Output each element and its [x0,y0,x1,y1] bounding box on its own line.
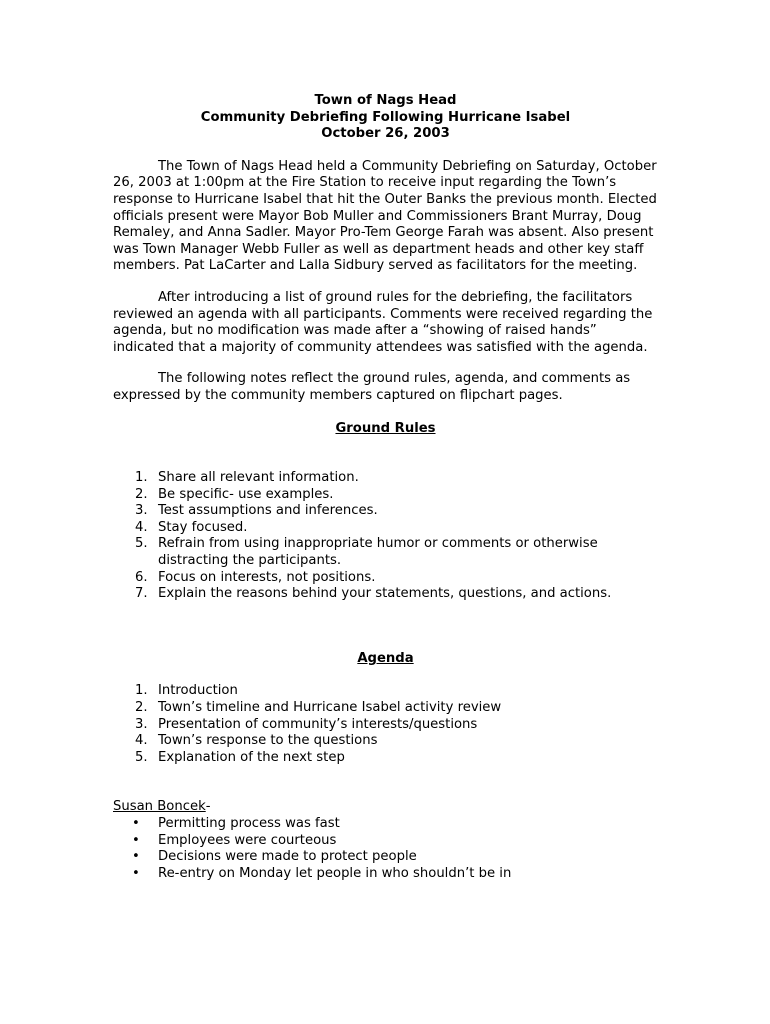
list-item: 7. Explain the reasons behind your statements, questions, and actions. [135,586,612,602]
list-item: 5. Explanation of the next step [135,749,345,765]
list-item: 2. Town’s timeline and Hurricane Isabel activity review [135,700,502,716]
speaker-name: Susan Boncek [113,799,206,815]
document-title [113,93,658,143]
list-item: 1. Introduction [135,683,238,699]
ground-rules-heading: Ground Rules [335,420,436,436]
agenda-heading: Agenda [357,650,414,666]
list-item: • Employees were courteous [132,832,337,848]
list-item: • Decisions were made to protect people [132,849,417,865]
bullet-icon: • [132,816,140,831]
list-item: 3. Presentation of community’s interests/questions [135,716,478,732]
list-item: 3. Test assumptions and inferences. [135,503,378,519]
speaker-heading [113,799,658,816]
ground-rules-paragraph: After introducing a list of ground rules for the debriefing, the facilitators reviewed an agenda with all participants. Comments were received regarding the agenda, but no modification was made after a “showing of raised hands” indicated that a majority of community attendees was satisfied with the agenda. [113,289,653,355]
bullet-icon: • [132,832,140,848]
list-item: • Permitting process was fast [132,816,340,831]
comments-list [113,816,658,882]
notes-paragraph: The following notes reflect the ground rules, agenda, and comments as expressed by the community members captured on flipchart pages. [113,371,631,403]
list-item: 2. Be specific- use examples. [135,486,334,502]
bullet-icon: • [132,865,140,881]
list-item: 6. Focus on interests, not positions. [135,569,376,585]
speaker-suffix: - [205,799,211,815]
list-item: • Re-entry on Monday let people in who shouldn’t be in [132,865,512,881]
intro-paragraph: The Town of Nags Head held a Community Debriefing on Saturday, October 26, 2003 at 1:00pm at the Fire Station to receive input regarding the Town’s response to Hurricane Isabel that hit the Outer Banks the previous month. Elected officials present were Mayor Bob Muller and Commissioners Brant Murray, Doug Remaley, and Anna Sadler. Mayor Pro-Tem George Farah was absent. Also present was Town Manager Webb Fuller as well as department heads and other key staff members. Pat LaCarter and Lalla Sidbury served as facilitators for the meeting. [113,158,657,274]
title-town: Town of Nags Head [314,93,457,108]
ground-rules-list [113,470,658,603]
bullet-icon: • [132,849,140,865]
title-event: Community Debriefing Following Hurricane Isabel [200,109,571,125]
document-page [113,93,658,882]
list-item: 5. Refrain from using inappropriate humor or comments or otherwise distracting the participants. [135,536,598,569]
agenda-list [113,683,658,766]
list-item: 4. Town’s response to the questions [135,733,378,749]
title-date: October 26, 2003 [321,126,450,142]
list-item: 1. Share all relevant information. [135,470,359,486]
list-item: 4. Stay focused. [135,519,248,535]
